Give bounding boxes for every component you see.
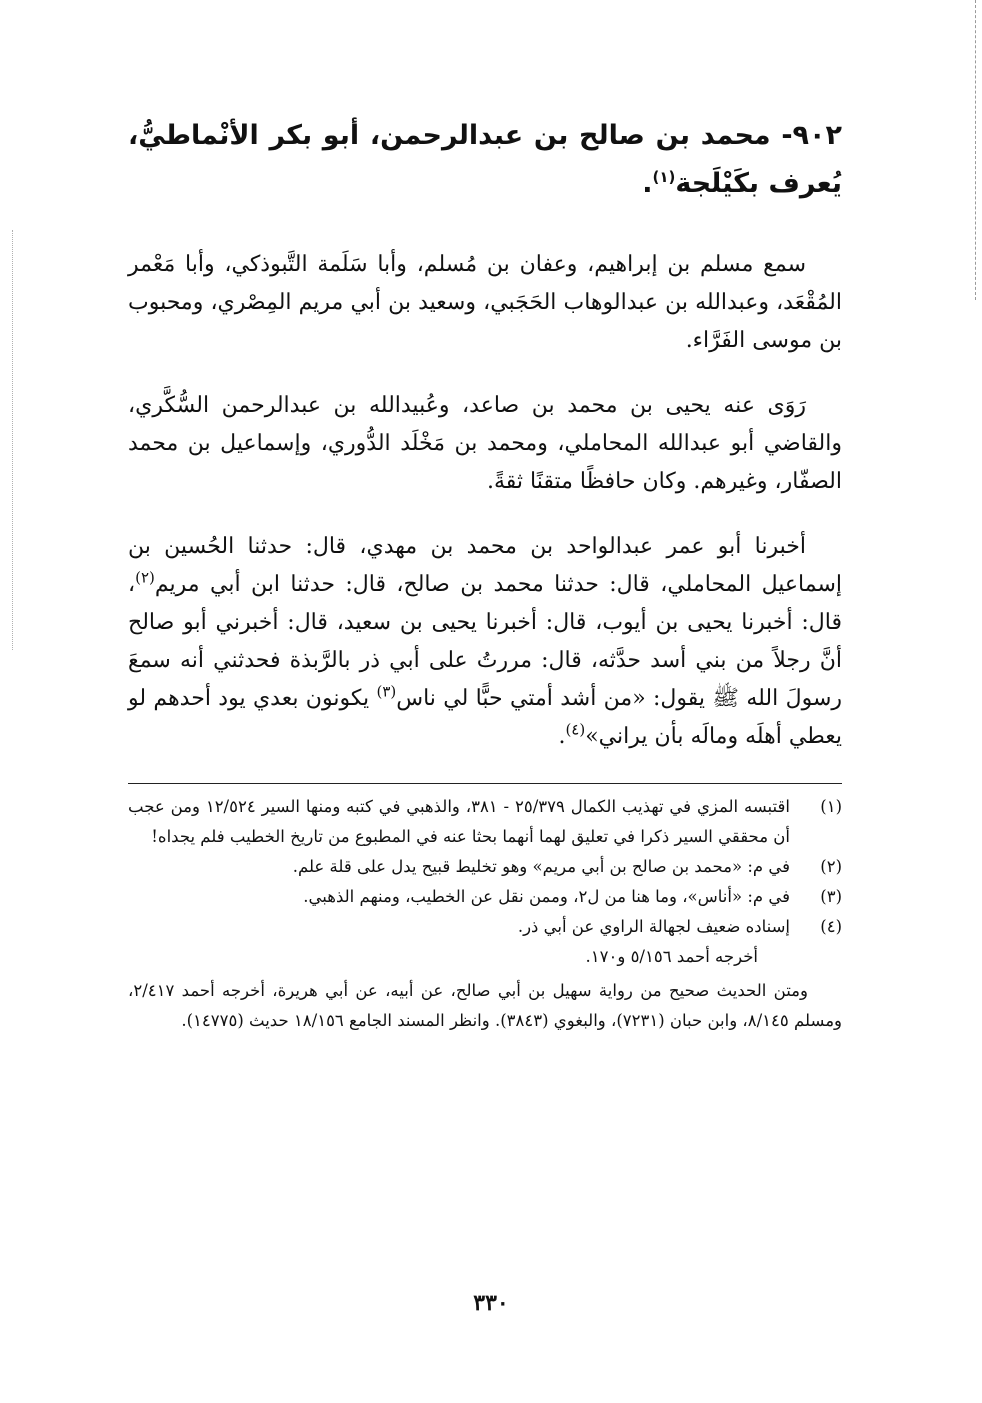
entry-heading-text: ٩٠٢- محمد بن صالح بن عبدالرحمن، أبو بكر الأنْماطيُّ، يُعرف بكَيْلَجة [128, 120, 842, 199]
footnote-item [128, 792, 842, 852]
footnote-text: إسناده ضعيف لجهالة الراوي عن أبي ذر. [517, 917, 790, 936]
footnote-ref: (١) [652, 168, 676, 186]
footnote-item [128, 852, 842, 882]
footnote-text: في م: «محمد بن صالح بن أبي مريم» وهو تخليط قبيح يدل على قلة علم. [292, 857, 790, 876]
footnote-text: أخرجه أحمد ٥/١٥٦ و١٧٠. [585, 947, 758, 966]
footnote-ref: (٤) [565, 720, 586, 739]
page-number: ٣٣٠ [473, 1290, 509, 1316]
footnote-item [128, 912, 842, 942]
footnote-text: في م: «أناس»، وما هنا من ل٢، وممن نقل عن الخطيب، ومنهم الذهبي. [303, 887, 790, 906]
footnote-number: (٤) [820, 917, 842, 936]
scan-edge-mark [975, 0, 976, 300]
page-body [128, 112, 842, 1036]
teachers-paragraph: سمع مسلم بن إبراهيم، وعفان بن مُسلم، وأبا سَلَمة التَّبوذكي، وأبا مَعْمر المُقْعَد، وعبدالله بن عبدالوهاب الحَجَبي، وسعيد بن أبي مريم المِصْري، ومحبوب بن موسى الفَرَّاء. [128, 252, 842, 353]
footnote-divider [128, 783, 842, 784]
hadith-text: ، قال: أخبرنا يحيى بن أيوب، قال: أخبرنا يحيى بن سعيد، قال: أخبرني أبو صالح أنَّ رجلاً من بني أسد حدَّثه، قال: مررتُ على أبي ذر بالرَّبذة فحدثني أنه سمعَ رسولَ الله ﷺ يقول: «من أشد أمتي حبًّا لي ناس [128, 572, 842, 711]
students-paragraph: رَوَى عنه يحيى بن محمد بن صاعد، وعُبيدالله بن عبدالرحمن السُّكَّري، والقاضي أبو عبدالله المحاملي، ومحمد بن مَخْلَد الدُّوري، وإسماعيل بن محمد الصفّار، وغيرهم. وكان حافظًا متقنًا ثقةً. [128, 393, 842, 494]
footnotes-section [128, 792, 842, 1036]
footnote-text: اقتبسه المزي في تهذيب الكمال ٢٥/٣٧٩ - ٣٨١، والذهبي في كتبه ومنها السير ١٢/٥٢٤ ومن عجب أن محققي السير ذكرا في تعليق لهما أنهما بحثا عنه في المطبوع من تاريخ الخطيب فلم يجداه! [128, 797, 790, 846]
scan-edge-mark [12, 230, 13, 650]
footnote-number: (٣) [820, 887, 842, 906]
footnote-number: (٢) [820, 857, 842, 876]
entry-heading [128, 112, 842, 208]
footnote-number: (١) [820, 797, 842, 816]
footnote-ref: (٣) [376, 682, 397, 701]
footnote-ref: (٢) [135, 568, 155, 587]
footnote-continuation: ومتن الحديث صحيح من رواية سهيل بن أبي صالح، عن أبيه، عن أبي هريرة، أخرجه أحمد ٢/٤١٧، ومسلم ٨/١٤٥، وابن حبان (٧٢٣١)، والبغوي (٣٨٤٣). وانظر المسند الجامع ١٨/١٥٦ حديث (١٤٧٧٥). [128, 981, 842, 1030]
heading-period: . [642, 168, 653, 199]
footnote-item [128, 882, 842, 912]
hadith-text: أخبرنا أبو عمر عبدالواحد بن محمد بن مهدي، قال: حدثنا الحُسين بن إسماعيل المحاملي، قال: حدثنا محمد بن صالح، قال: حدثنا ابن أبي مريم [128, 534, 842, 597]
hadith-paragraph [128, 528, 842, 756]
hadith-text: يكونون بعدي يود أحدهم لو يعطي أهلَه ومالَه بأن يراني» [128, 686, 842, 749]
hadith-period: . [558, 724, 566, 749]
